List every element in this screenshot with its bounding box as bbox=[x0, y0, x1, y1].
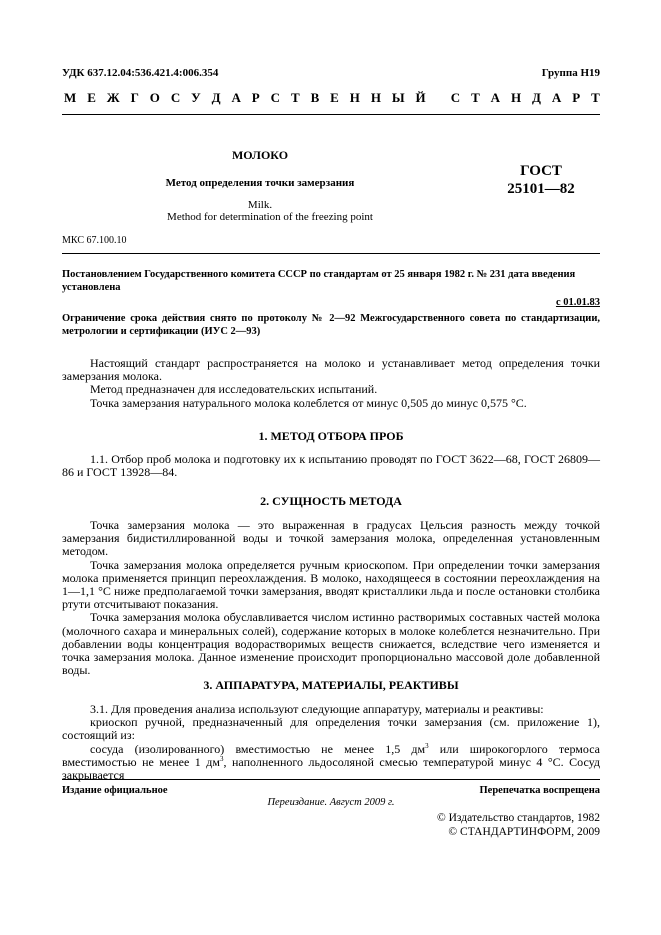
banner-letter: Т bbox=[290, 90, 300, 105]
banner-letter: Г bbox=[130, 90, 139, 105]
english-subtitle: Method for determination of the freezing point bbox=[167, 211, 373, 223]
banner-letter: Н bbox=[510, 90, 522, 105]
text-run: сосуда (изолированного) вместимостью не менее 1,5 дм bbox=[90, 741, 426, 756]
document-title: МОЛОКО bbox=[231, 148, 289, 162]
reissue-note: Переиздание. Август 2009 г. bbox=[267, 797, 395, 808]
official-edition: Издание официальное bbox=[62, 785, 168, 796]
section-3-paragraph: 3.1. Для проведения анализа используют следующие аппаратуру, материалы и реактивы: bbox=[90, 702, 544, 716]
section-2-title: 2. СУЩНОСТЬ МЕТОДА bbox=[260, 494, 402, 508]
banner-letter: Т bbox=[591, 90, 600, 105]
section-2-paragraph: Точка замерзания молока определяется ручным криоскопом. При определении точки замерзания молока применяется принцип переохлаждения. В молоко, находящееся в состоянии переохлаждения на 1—1,1 °С ниже предполагаемой точки замерзания, вводят кристаллики льда и после остановки столбика ртути отсчитывают показания. bbox=[62, 557, 600, 612]
document-subtitle: Метод определения точки замерзания bbox=[165, 177, 355, 189]
section-3-paragraph: криоскоп ручной, предназначенный для определения точки замерзания (см. приложение 1), состоящий из: bbox=[62, 715, 600, 743]
banner-letter: Р bbox=[251, 90, 260, 105]
banner-letter: С bbox=[270, 90, 281, 105]
title-rule bbox=[62, 253, 600, 254]
section-3-title: 3. АППАРАТУРА, МАТЕРИАЛЫ, РЕАКТИВЫ bbox=[203, 678, 459, 692]
section-1-paragraph: 1.1. Отбор проб молока и подготовку их к испытанию проводят по ГОСТ 3622—68, ГОСТ 26809—86 и ГОСТ 13928—84. bbox=[62, 452, 600, 480]
banner-letter: С bbox=[170, 90, 181, 105]
udk-code: УДК 637.12.04:536.421.4:006.354 bbox=[62, 67, 219, 79]
banner-letter: Р bbox=[572, 90, 581, 105]
header-rule bbox=[62, 114, 600, 115]
banner-letter: Т bbox=[471, 90, 480, 105]
banner-letter: Ж bbox=[106, 90, 120, 105]
section-3-paragraph bbox=[62, 743, 600, 783]
banner-letter: Е bbox=[330, 90, 339, 105]
banner-letter: Н bbox=[370, 90, 381, 105]
intro-paragraph: Метод предназначен для исследовательских испытаний. bbox=[90, 382, 378, 397]
section-2-paragraph: Точка замерзания молока обуславливается числом истинно растворимых составных частей молока (молочного сахара и минеральных солей), содержание которых в молоке колеблется незначительно. При добавлении воды концентрация водорастворимых веществ снижается, вследствие чего изменяется и точка замерзания молока. Данное изменение происходит пропорционально массовой доле добавленной воды. bbox=[62, 610, 600, 678]
banner-letter: У bbox=[191, 90, 201, 105]
mks-code: МКС 67.100.10 bbox=[62, 235, 127, 246]
footer-rule bbox=[62, 779, 600, 780]
banner-letter: С bbox=[450, 90, 461, 105]
section-2-body bbox=[62, 519, 600, 677]
banner-letter: Н bbox=[349, 90, 360, 105]
intro-paragraph: Точка замерзания натурального молока колеблется от минус 0,505 до минус 0,575 °С. bbox=[90, 395, 527, 410]
reprint-notice: Перепечатка воспрещена bbox=[479, 785, 600, 796]
banner-letter: А bbox=[490, 90, 501, 105]
banner-letter: А bbox=[231, 90, 241, 105]
gost-label: ГОСТ bbox=[520, 163, 562, 179]
banner-letter: М bbox=[64, 90, 77, 105]
text-run: или широкогорлого термоса вместимостью не менее 1 дм bbox=[62, 741, 600, 769]
intro-block bbox=[62, 357, 600, 410]
group-code: Группа Н19 bbox=[541, 67, 600, 79]
copyright-2: © СТАНДАРТИНФОРМ, 2009 bbox=[448, 826, 600, 838]
banner-letter: Е bbox=[87, 90, 96, 105]
banner-letter: Д bbox=[532, 90, 541, 105]
decree-date: с 01.01.83 bbox=[555, 297, 600, 308]
banner-letter: Д bbox=[211, 90, 221, 105]
intro-paragraph: Настоящий стандарт распространяется на молоко и устанавливает метод определения точки замерзания молока. bbox=[62, 356, 600, 384]
decree-text: Постановлением Государственного комитета СССР по стандартам от 25 января 1982 г. № 231 дата введения установлена bbox=[62, 269, 576, 293]
limit-text: Ограничение срока действия снято по протоколу № 2—92 Межгосударственного совета по стандартизации, метрологии и сертификации (ИУС 2—93) bbox=[62, 313, 600, 337]
section-2-paragraph: Точка замерзания молока — это выраженная в градусах Цельсия разность между точкой замерзания бидистиллированной воды и точкой замерзания молока, определенная установленным методом. bbox=[62, 518, 600, 559]
banner-letter: В bbox=[310, 90, 320, 105]
banner-letter: Й bbox=[415, 90, 426, 105]
banner-letter: А bbox=[551, 90, 562, 105]
banner-letter: О bbox=[149, 90, 160, 105]
superscript: 3 bbox=[425, 741, 429, 750]
text-run: , наполненного льдосоляной смесью температурой минус 4 °С. Сосуд закрывается bbox=[62, 754, 600, 783]
english-title: Milk. bbox=[247, 199, 273, 211]
standard-banner bbox=[64, 90, 600, 106]
banner-gap bbox=[437, 90, 440, 106]
section-3-body bbox=[62, 703, 600, 782]
gost-number: 25101—82 bbox=[507, 181, 575, 197]
banner-letter: Ы bbox=[391, 90, 405, 105]
section-1-title: 1. МЕТОД ОТБОРА ПРОБ bbox=[258, 429, 404, 443]
superscript: 3 bbox=[219, 754, 224, 763]
copyright-1: © Издательство стандартов, 1982 bbox=[436, 812, 600, 824]
